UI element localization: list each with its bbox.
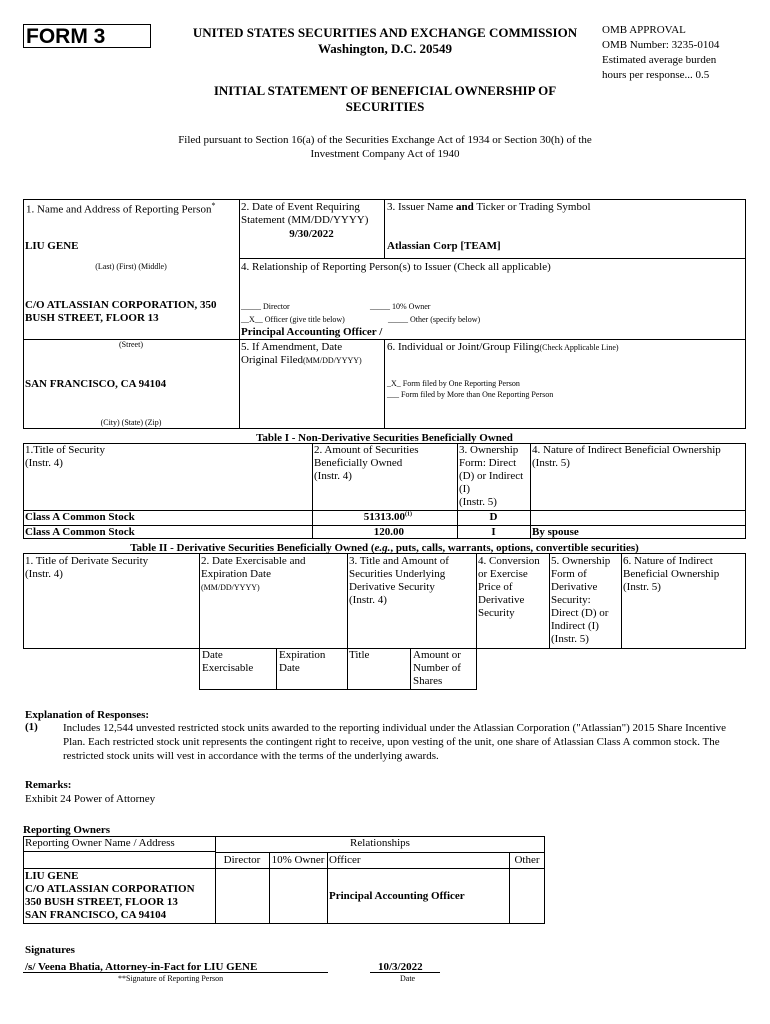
omb-approval: OMB APPROVAL [602,24,686,36]
footnote-1-ref: (1) [405,511,412,518]
t1-row2-amount: 120.00 [373,526,404,538]
owners-col-other: Other [514,854,540,866]
filed-by-one-option[interactable]: _X_ Form filed by One Reporting Person [387,379,520,388]
explanation-heading: Explanation of Responses: [25,709,150,721]
t1-header-title: 1.Title of Security (Instr. 4) [25,444,105,469]
box1-asterisk: * [211,201,216,210]
table1-title: Table I - Non-Derivative Securities Beneficially Owned [256,432,513,444]
street-hint: (Street) [119,340,143,349]
signatures-heading: Signatures [25,944,75,956]
issuer-name: Atlassian Corp [TEAM] [387,240,501,252]
city-hint: (City) (State) (Zip) [100,418,162,427]
footnote-1-marker: (1) [25,721,38,733]
owner-name-address: LIU GENE C/O ATLASSIAN CORPORATION 350 BUSH STREET, FLOOR 13 SAN FRANCISCO, CA 94104 [25,870,195,921]
filed-line2: Investment Company Act of 1940 [310,148,460,160]
t1-row1-form: D [489,511,498,523]
t2-sub-amount: Amount or Number of Shares [413,649,461,687]
t2-header-ownership: 5. Ownership Form of Derivative Security: Direct (D) or Indirect (I) (Instr. 5) [551,555,611,645]
t1-header-nature: 4. Nature of Indirect Beneficial Ownership (Instr. 5) [532,444,721,469]
reporting-person-name: LIU GENE [25,240,79,252]
owners-heading: Reporting Owners [23,824,111,836]
t1-header-ownership: 3. Ownership Form: Direct (D) or Indirect (I) (Instr. 5) [459,444,524,508]
t1-header-amount: 2. Amount of Securities Beneficially Owned (Instr. 4) [314,444,419,482]
address-line2: BUSH STREET, FLOOR 13 [25,312,159,324]
event-date: 9/30/2022 [289,228,334,240]
name-hint: (Last) (First) (Middle) [95,262,167,271]
footnote-1-text: Includes 12,544 unvested restricted stock units awarded to the reporting individual under the Atlassian Corporation ("Atlassian") 2015 Share Incentive Plan. Each restricted stock unit represents the contingent right to receive, upon vesting of the unit, one share of Atlassian Class A common stock. The restricted stock units will vest in accordance with the terms of the underlying awards. [63,722,727,762]
officer-title: Principal Accounting Officer / [241,326,383,338]
t2-sub-title: Title [349,649,370,661]
reporting-address [25,299,217,325]
statement-title [140,83,630,115]
city-state-zip: SAN FRANCISCO, CA 94104 [25,378,167,390]
omb-box [602,23,719,83]
owners-col-officer: Officer [329,854,361,866]
remarks-text: Exhibit 24 Power of Attorney [25,793,156,805]
t2-sub-expiration: Expiration Date [279,649,326,674]
omb-hours: hours per response... 0.5 [602,69,710,81]
box1-label: 1. Name and Address of Reporting Person* [26,201,216,216]
commission-city: Washington, D.C. 20549 [318,41,452,56]
date-caption: Date [400,974,416,983]
signer-name: /s/ Veena Bhatia, Attorney-in-Fact for LIU GENE [25,961,258,973]
t2-header-underlying: 3. Title and Amount of Securities Underlying Derivative Security (Instr. 4) [349,555,449,606]
filed-pursuant [120,133,650,161]
t1-row2-nature: By spouse [532,526,579,538]
director-check[interactable]: _____ Director [241,302,290,311]
filed-line1: Filed pursuant to Section 16(a) of the Securities Exchange Act of 1934 or Section 30(h) of the [178,134,592,146]
t2-header-nature: 6. Nature of Indirect Beneficial Ownership (Instr. 5) [623,555,720,593]
box4-label: 4. Relationship of Reporting Person(s) to Issuer (Check all applicable) [241,261,551,273]
box2-label: 2. Date of Event Requiring Statement (MM/DD/YYYY) [241,201,369,226]
t2-header-title: 1. Title of Derivate Security (Instr. 4) [25,555,149,580]
box3-label: 3. Issuer Name and Ticker or Trading Symbol [387,201,591,213]
t1-row2-title: Class A Common Stock [25,526,135,538]
signature-caption: **Signature of Reporting Person [118,974,224,983]
t2-header-conversion: 4. Conversion or Exercise Price of Derivative Security [478,555,540,619]
other-check[interactable]: _____ Other (specify below) [388,315,481,324]
statement-title-line1: INITIAL STATEMENT OF BENEFICIAL OWNERSHIP OF [213,83,557,98]
t1-row1-title: Class A Common Stock [25,511,135,523]
t2-header-dates: 2. Date Exercisable and Expiration Date (MM/DD/YYYY) [201,555,306,592]
t1-row1-amount: 51313.00$^{(1)}$ [363,511,412,523]
owner-officer-title: Principal Accounting Officer [329,890,465,902]
owners-col-director: Director [223,854,261,866]
address-line1: C/O ATLASSIAN CORPORATION, 350 [25,299,217,311]
box5-label: 5. If Amendment, Date Original Filed(MM/DD/YYYY) [241,341,362,366]
filed-by-more-option[interactable]: ___ Form filed by More than One Reporting Person [387,390,554,399]
ten-pct-owner-check[interactable]: _____ 10% Owner [370,302,431,311]
owners-col-name: Reporting Owner Name / Address [25,837,175,849]
statement-title-line2: SECURITIES [345,99,425,114]
t1-row2-form: I [491,526,496,538]
table2-title: Table II - Derivative Securities Beneficially Owned (e.g., puts, calls, warrants, options, convertible securities) [130,542,639,554]
owners-col-ten-pct: 10% Owner [271,854,325,866]
remarks-heading: Remarks: [25,779,72,791]
signature-date: 10/3/2022 [378,961,423,973]
box6-label: 6. Individual or Joint/Group Filing(Check Applicable Line) [387,341,619,353]
form-label: FORM 3 [26,25,106,48]
t2-sub-date-exercisable: Date Exercisable [202,649,254,674]
commission-name: UNITED STATES SECURITIES AND EXCHANGE COMMISSION [192,25,578,40]
omb-number: OMB Number: 3235-0104 [602,39,720,51]
owners-col-relationships: Relationships [350,837,410,849]
omb-burden: Estimated average burden [602,54,717,66]
officer-check[interactable]: __X__ Officer (give title below) [241,315,345,324]
